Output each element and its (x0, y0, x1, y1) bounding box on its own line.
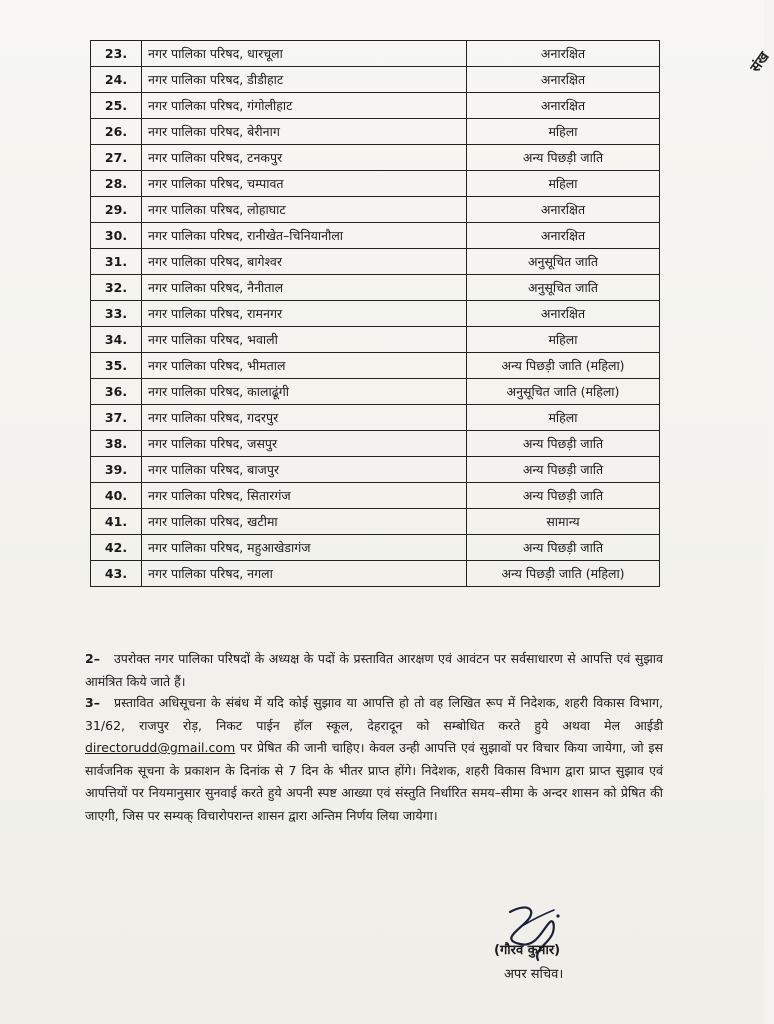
reservation-category: सामान्य (467, 509, 660, 535)
municipality-name: नगर पालिका परिषद, जसपुर (142, 431, 467, 457)
table-row (91, 93, 660, 119)
row-number: 33. (91, 301, 142, 327)
reservation-category: अनारक्षित (467, 197, 660, 223)
reservation-category: अनारक्षित (467, 93, 660, 119)
table-row (91, 67, 660, 93)
reservation-category: अनारक्षित (467, 41, 660, 67)
table-row (91, 223, 660, 249)
reservation-category: अन्य पिछड़ी जाति (467, 457, 660, 483)
paragraph-3-text-before: प्रस्तावित अधिसूचना के संबंध में यदि कोई सुझाव या आपत्ति हो तो वह लिखित रूप में निदेशक, शहरी विकास विभाग, 31/62, राजपुर रोड़, निकट पाईन हॉल स्कूल, देहरादून को सम्बोधित करते हुये अथवा मेल आईडी (85, 695, 663, 733)
table-row (91, 197, 660, 223)
municipality-name: नगर पालिका परिषद, रामनगर (142, 301, 467, 327)
table-row (91, 145, 660, 171)
table-row (91, 561, 660, 587)
municipality-name: नगर पालिका परिषद, गदरपुर (142, 405, 467, 431)
row-number: 42. (91, 535, 142, 561)
row-number: 23. (91, 41, 142, 67)
row-number: 40. (91, 483, 142, 509)
reservation-table (90, 40, 660, 587)
table-row (91, 41, 660, 67)
signatory-designation: अपर सचिव। (504, 967, 564, 982)
row-number: 35. (91, 353, 142, 379)
municipality-name: नगर पालिका परिषद, बागेश्वर (142, 249, 467, 275)
row-number: 29. (91, 197, 142, 223)
reservation-category: अनुसूचित जाति (467, 249, 660, 275)
row-number: 27. (91, 145, 142, 171)
municipality-name: नगर पालिका परिषद, चम्पावत (142, 171, 467, 197)
municipality-name: नगर पालिका परिषद, गंगोलीहाट (142, 93, 467, 119)
municipality-name: नगर पालिका परिषद, नैनीताल (142, 275, 467, 301)
table-row (91, 119, 660, 145)
row-number: 43. (91, 561, 142, 587)
municipality-name: नगर पालिका परिषद, लोहाघाट (142, 197, 467, 223)
municipality-name: नगर पालिका परिषद, महुआखेडागंज (142, 535, 467, 561)
table-row (91, 301, 660, 327)
row-number: 36. (91, 379, 142, 405)
reservation-category: अनुसूचित जाति (467, 275, 660, 301)
paragraph-3 (85, 692, 663, 827)
reservation-category: अनारक्षित (467, 301, 660, 327)
corner-mark: संख (747, 49, 773, 76)
table-row (91, 379, 660, 405)
municipality-name: नगर पालिका परिषद, डीडीहाट (142, 67, 467, 93)
reservation-category: अन्य पिछड़ी जाति (467, 431, 660, 457)
table-row (91, 275, 660, 301)
row-number: 30. (91, 223, 142, 249)
paragraph-2-number: 2– (85, 651, 100, 666)
reservation-category: महिला (467, 327, 660, 353)
table-row (91, 483, 660, 509)
table-row (91, 535, 660, 561)
row-number: 24. (91, 67, 142, 93)
paragraph-2 (85, 648, 663, 693)
municipality-name: नगर पालिका परिषद, टनकपुर (142, 145, 467, 171)
municipality-name: नगर पालिका परिषद, कालाढूंगी (142, 379, 467, 405)
row-number: 32. (91, 275, 142, 301)
reservation-category: महिला (467, 119, 660, 145)
table-row (91, 327, 660, 353)
municipality-name: नगर पालिका परिषद, भवाली (142, 327, 467, 353)
row-number: 38. (91, 431, 142, 457)
reservation-category: अनुसूचित जाति (महिला) (467, 379, 660, 405)
paragraph-3-text-after: पर प्रेषित की जानी चाहिए। केवल उन्ही आपत्ति एवं सुझावों पर विचार किया जायेगा, जो इस सार्वजनिक सूचना के प्रकाशन के दिनांक से 7 दिन के भीतर प्राप्त होंगे। निदेशक, शहरी विकास विभाग द्वारा प्राप्त सुझाव एवं आपत्तियों पर नियमानुसार सुनवाई करते हुये अपनी स्पष्ट आख्या एवं संस्तुति निर्धारित समय–सीमा के अन्दर शासन को प्रेषित की जाएगी, जिस पर सम्यक् विचारोपरान्त शासन द्वारा अन्तिम निर्णय लिया जायेगा। (85, 740, 663, 823)
row-number: 34. (91, 327, 142, 353)
table-row (91, 353, 660, 379)
municipality-name: नगर पालिका परिषद, खटीमा (142, 509, 467, 535)
row-number: 25. (91, 93, 142, 119)
paragraph-2-text: उपरोक्त नगर पालिका परिषदों के अध्यक्ष के पदों के प्रस्तावित आरक्षण एवं आवंटन पर सर्वसाधारण से आपत्ति एवं सुझाव आमंत्रित किये जाते हैं। (85, 651, 663, 689)
municipality-name: नगर पालिका परिषद, नगला (142, 561, 467, 587)
paragraph-3-number: 3– (85, 695, 100, 710)
municipality-name: नगर पालिका परिषद, बेरीनाग (142, 119, 467, 145)
municipality-name: नगर पालिका परिषद, बाजपुर (142, 457, 467, 483)
reservation-category: अन्य पिछड़ी जाति (467, 483, 660, 509)
reservation-category: अन्य पिछड़ी जाति (467, 145, 660, 171)
reservation-category: अनारक्षित (467, 67, 660, 93)
table-row (91, 249, 660, 275)
row-number: 37. (91, 405, 142, 431)
reservation-category: अन्य पिछड़ी जाति (महिला) (467, 353, 660, 379)
signatory-name: (गौरव कुमार) (494, 943, 561, 958)
municipality-name: नगर पालिका परिषद, सितारगंज (142, 483, 467, 509)
table-row (91, 509, 660, 535)
reservation-category: महिला (467, 405, 660, 431)
municipality-name: नगर पालिका परिषद, भीमताल (142, 353, 467, 379)
signature-block (480, 900, 640, 1010)
row-number: 39. (91, 457, 142, 483)
signature-scribble-icon (480, 900, 600, 970)
table-row (91, 405, 660, 431)
reservation-category: अन्य पिछड़ी जाति (467, 535, 660, 561)
row-number: 26. (91, 119, 142, 145)
reservation-table-body (91, 41, 660, 587)
email-link[interactable]: directorudd@gmail.com (85, 740, 236, 755)
reservation-category: महिला (467, 171, 660, 197)
row-number: 31. (91, 249, 142, 275)
table-row (91, 171, 660, 197)
reservation-category: अन्य पिछड़ी जाति (महिला) (467, 561, 660, 587)
table-row (91, 431, 660, 457)
reservation-category: अनारक्षित (467, 223, 660, 249)
municipality-name: नगर पालिका परिषद, रानीखेत–चिनियानौला (142, 223, 467, 249)
municipality-name: नगर पालिका परिषद, धारचूला (142, 41, 467, 67)
row-number: 28. (91, 171, 142, 197)
row-number: 41. (91, 509, 142, 535)
table-row (91, 457, 660, 483)
